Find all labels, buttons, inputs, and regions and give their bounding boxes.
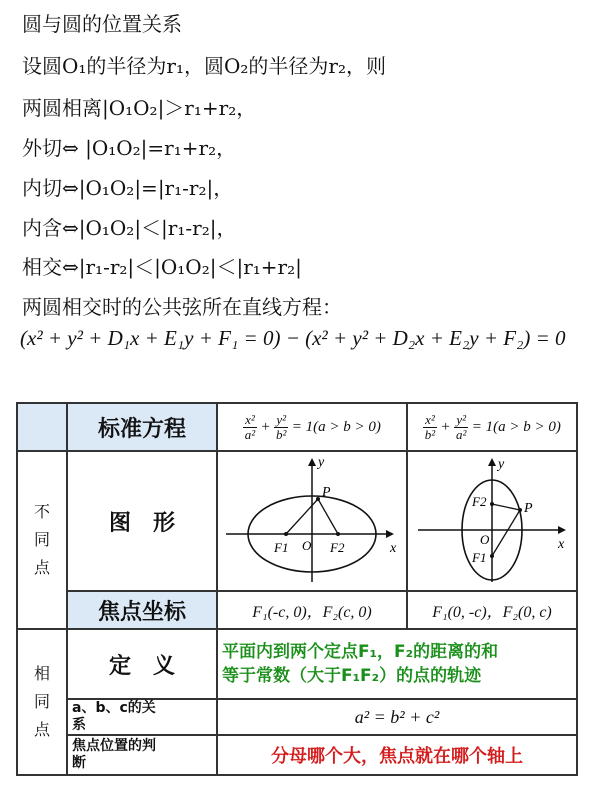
svg-text:y: y xyxy=(498,457,505,472)
svg-text:O: O xyxy=(302,538,312,553)
vertical-foci: F₁(0, -c)，F₂(0, c) xyxy=(407,591,577,629)
label-abc-relation: a、b、c的关 系 xyxy=(67,699,217,735)
svg-text:F1: F1 xyxy=(472,550,487,565)
horizontal-ellipse-figure xyxy=(217,451,407,591)
horizontal-foci: F₁(-c, 0)，F₂(c, 0) xyxy=(217,591,407,629)
label-figure: 图 形 xyxy=(67,451,217,591)
svg-text:F2: F2 xyxy=(472,494,487,509)
horizontal-ellipse-svg xyxy=(218,452,404,586)
ellipse-comparison-table xyxy=(16,402,578,776)
relation-separate: 两圆相离|O₁O₂|＞r₁+r₂， xyxy=(22,96,257,120)
vertical-ellipse-svg xyxy=(408,452,574,586)
label-definition: 定 义 xyxy=(67,629,217,699)
definition-text: 平面内到两个定点F₁，F₂的距离的和 等于常数（大于F₁F₂）的点的轨迹 xyxy=(217,629,577,699)
vertical-ellipse-figure xyxy=(407,451,577,591)
abc-relation-value: a² = b² + c² xyxy=(217,699,577,735)
chord-formula: (x² + y² + D₁x + E₁y + F₁ = 0) − (x² + y² + D₂x + E₂y + F₂) = 0 xyxy=(20,326,566,350)
relation-intersect: 相交⇔|r₁-r₂|＜|O₁O₂|＜|r₁+r₂| xyxy=(22,255,302,279)
svg-text:x: x xyxy=(390,541,397,556)
page-title: 圆与圆的位置关系 xyxy=(22,12,182,36)
label-foci: 焦点坐标 xyxy=(67,591,217,629)
svg-text:y: y xyxy=(318,455,325,470)
relation-external-tangent: 外切⇔ |O₁O₂|=r₁+r₂， xyxy=(22,136,237,160)
relation-internal-tangent: 内切⇔|O₁O₂|=|r₁-r₂|， xyxy=(22,176,234,200)
intro-line: 设圆O₁的半径为r₁，圆O₂的半径为r₂，则 xyxy=(22,54,386,78)
svg-text:P: P xyxy=(524,501,533,516)
label-standard-equation: 标准方程 xyxy=(67,403,217,451)
relation-contained: 内含⇔|O₁O₂|＜|r₁-r₂|， xyxy=(22,216,237,240)
svg-text:P: P xyxy=(322,485,331,500)
focus-rule-value: 分母哪个大，焦点就在哪个轴上 xyxy=(217,735,577,775)
svg-text:F1: F1 xyxy=(274,540,289,555)
group-label-different: 不 同 点 xyxy=(17,451,67,629)
horizontal-equation: $\frac{\text{x²}}{\text{a²}}$ + $\frac{\text{y²}}{\text{b²}}$ = 1(a > b > 0) xyxy=(217,403,407,451)
svg-text:O: O xyxy=(480,532,490,547)
svg-text:F2: F2 xyxy=(330,540,345,555)
chord-title: 两圆相交时的公共弦所在直线方程： xyxy=(22,295,342,319)
svg-text:x: x xyxy=(558,537,565,552)
vertical-equation: $\frac{\text{x²}}{\text{b²}}$ + $\frac{\text{y²}}{\text{a²}}$ = 1(a > b > 0) xyxy=(407,403,577,451)
label-focus-rule: 焦点位置的判 断 xyxy=(67,735,217,775)
group-label-same: 相 同 点 xyxy=(17,629,67,775)
